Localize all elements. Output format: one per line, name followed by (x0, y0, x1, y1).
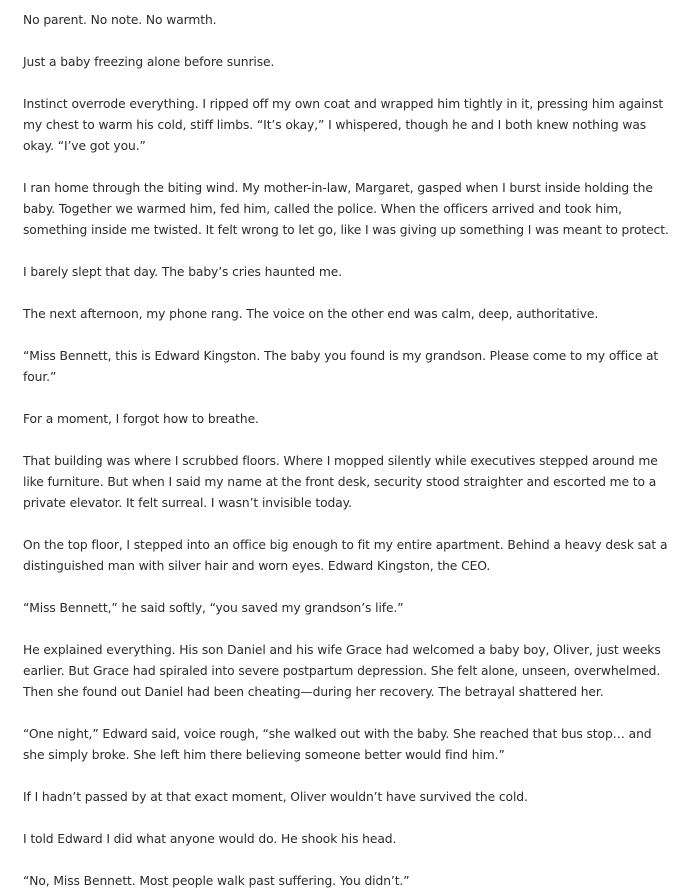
paragraph: Just a baby freezing alone before sunrise. (23, 55, 275, 69)
paragraph: “Miss Bennett,” he said softly, “you saved my grandson’s life.” (23, 601, 404, 615)
paragraph: “Miss Bennett, this is Edward Kingston. The baby you found is my grandson. Please come to my office at four.” (23, 349, 659, 384)
paragraph: “No, Miss Bennett. Most people walk past suffering. You didn’t.” (23, 874, 410, 888)
paragraph: The next afternoon, my phone rang. The voice on the other end was calm, deep, authoritative. (23, 307, 599, 321)
paragraph: No parent. No note. No warmth. (23, 13, 217, 27)
paragraph: For a moment, I forgot how to breathe. (23, 412, 259, 426)
paragraph: That building was where I scrubbed floors. Where I mopped silently while executives stepped around me like furniture. But when I said my name at the front desk, security stood straighter and escorted me to a private elevator. It felt surreal. I wasn’t invisible today. (23, 454, 658, 510)
paragraph: “One night,” Edward said, voice rough, “she walked out with the baby. She reached that bus stop… and she simply broke. She left him there believing someone better would find him.” (23, 727, 652, 762)
paragraph: He explained everything. His son Daniel and his wife Grace had welcomed a baby boy, Oliver, just weeks earlier. But Grace had spiraled into severe postpartum depression. She felt alone, unseen, overwhelmed. Then she found out Daniel had been cheating—during her recovery. The betrayal shattered her. (23, 643, 661, 699)
paragraph: If I hadn’t passed by at that exact moment, Oliver wouldn’t have survived the cold. (23, 790, 528, 804)
paragraph: I barely slept that day. The baby’s cries haunted me. (23, 265, 343, 279)
paragraph: I told Edward I did what anyone would do. He shook his head. (23, 832, 397, 846)
paragraph: On the top floor, I stepped into an office big enough to fit my entire apartment. Behind a heavy desk sat a distinguished man with silver hair and worn eyes. Edward Kingston, the CEO. (23, 538, 668, 573)
paragraph: Instinct overrode everything. I ripped off my own coat and wrapped him tightly in it, pressing him against my chest to warm his cold, stiff limbs. “It’s okay,” I whispered, though he and I both knew nothing was okay. “I’ve got you.” (23, 97, 664, 153)
paragraph: I ran home through the biting wind. My mother-in-law, Margaret, gasped when I burst inside holding the baby. Together we warmed him, fed him, called the police. When the officers arrived and took him, something inside me twisted. It felt wrong to let go, like I was giving up something I was meant to protect. (23, 181, 669, 237)
